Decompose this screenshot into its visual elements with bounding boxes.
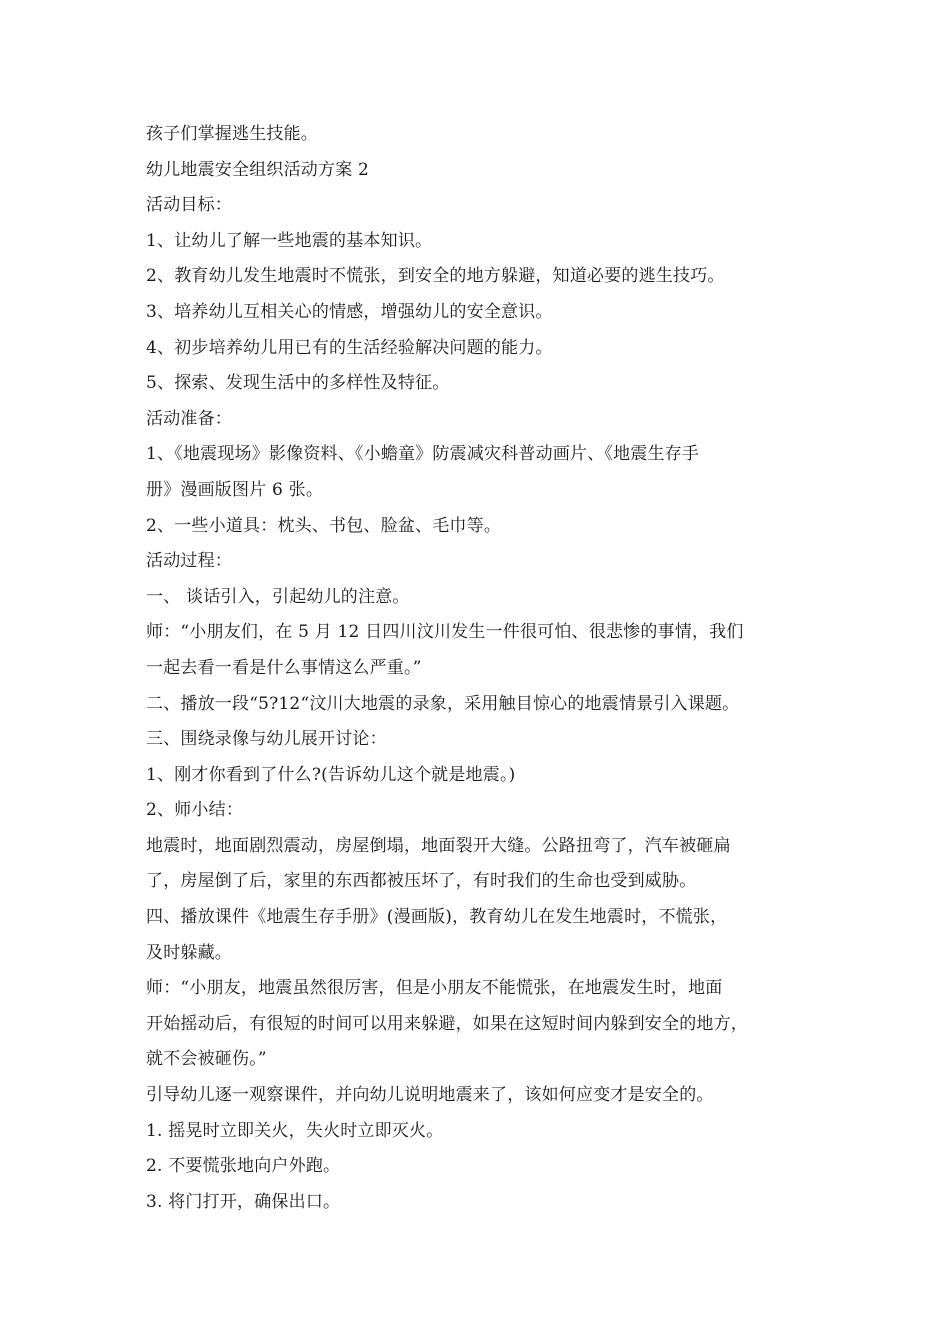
section-heading: 幼儿地震安全组织活动方案 2 bbox=[146, 159, 370, 180]
list-item: 1. 摇晃时立即关火，失火时立即灭火。 bbox=[146, 1120, 444, 1141]
text-line: 4、初步培养幼儿用已有的生活经验解决问题的能力。 bbox=[146, 337, 553, 358]
subheading-preparation: 活动准备： bbox=[146, 408, 232, 429]
subheading-goals: 活动目标： bbox=[146, 195, 232, 216]
text-line: 二、播放一段“5?12“汶川大地震的录象，采用触目惊心的地震情景引入课题。 bbox=[146, 693, 740, 714]
text-line: 四、播放课件《地震生存手册》(漫画版)，教育幼儿在发生地震时，不慌张， bbox=[146, 907, 728, 928]
text-line: 开始摇动后，有很短的时间可以用来躲避，如果在这短时间内躲到安全的地方， bbox=[146, 1013, 748, 1034]
list-item: 2. 不要慌张地向户外跑。 bbox=[146, 1156, 341, 1177]
text-line: 一起去看一看是什么事情这么严重。” bbox=[146, 657, 422, 678]
text-line: 1、刚才你看到了什么?(告诉幼儿这个就是地震。) bbox=[146, 764, 516, 785]
text-line: 孩子们掌握逃生技能。 bbox=[146, 124, 318, 144]
document-body bbox=[146, 117, 826, 1220]
text-line: 地震时，地面剧烈震动，房屋倒塌，地面裂开大缝。公路扭弯了，汽车被砸扁 bbox=[146, 835, 731, 856]
text-line: 及时躲藏。 bbox=[146, 942, 232, 963]
text-line: 5、探索、发现生活中的多样性及特征。 bbox=[146, 373, 450, 394]
text-line: 1、让幼儿了解一些地震的基本知识。 bbox=[146, 230, 433, 251]
text-line: 2、教育幼儿发生地震时不慌张，到安全的地方躲避，知道必要的逃生技巧。 bbox=[146, 266, 725, 287]
text-line: 2、师小结： bbox=[146, 800, 244, 821]
list-item: 3. 将门打开，确保出口。 bbox=[146, 1191, 341, 1212]
text-line: 三、围绕录像与幼儿展开讨论： bbox=[146, 729, 387, 750]
subheading-process: 活动过程： bbox=[146, 551, 232, 572]
text-line: 就不会被砸伤。” bbox=[146, 1049, 267, 1070]
text-line: 师：“小朋友们，在 5 月 12 日四川汶川发生一件很可怕、很悲惨的事情，我们 bbox=[146, 622, 744, 643]
text-line: 一、 谈话引入，引起幼儿的注意。 bbox=[146, 586, 410, 607]
text-line: 2、一些小道具：枕头、书包、脸盆、毛巾等。 bbox=[146, 515, 502, 536]
text-line: 师：“小朋友，地震虽然很厉害，但是小朋友不能慌张，在地震发生时，地面 bbox=[146, 978, 723, 999]
text-line: 了，房屋倒了后，家里的东西都被压坏了，有时我们的生命也受到威胁。 bbox=[146, 871, 697, 892]
text-line: 3、培养幼儿互相关心的情感，增强幼儿的安全意识。 bbox=[146, 301, 553, 322]
text-line: 册》漫画版图片 6 张。 bbox=[146, 479, 324, 500]
text-line: 1、《地震现场》影像资料、《小蟾童》防震减灾科普动画片、《地震生存手 bbox=[146, 444, 700, 465]
text-line: 引导幼儿逐一观察课件，并向幼儿说明地震来了，该如何应变才是安全的。 bbox=[146, 1085, 714, 1106]
